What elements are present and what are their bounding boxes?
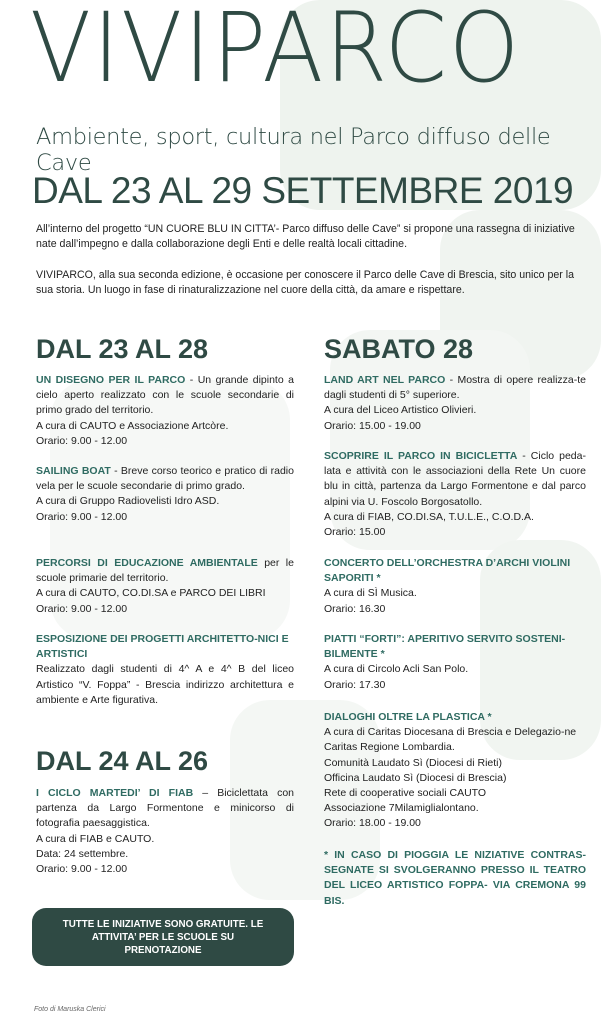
event-title: SCOPRIRE IL PARCO IN BICICLETTA — [324, 450, 518, 462]
intro-paragraph: All’interno del progetto “UN CUORE BLU IN CITTA’- Parco diffuso delle Cave” si propone una rassegna di iniziative nate dall’impegno e dalla collaborazione degli Enti e delle realtà locali cittadine. — [36, 223, 575, 250]
event-title: DIALOGHI OLTRE LA PLASTICA * — [324, 711, 492, 723]
rain-note: * IN CASO DI PIOGGIA LE NIZIATIVE CONTRAS-SEGNATE SI SVOLGERANNO PRESSO IL TEATRO DEL LICEO ARTISTICO FOPPA- VIA CREMONA 99 BIS. — [324, 849, 586, 907]
event-organizer: A cura di Circolo Acli San Polo. — [324, 663, 469, 676]
event-block — [324, 373, 586, 434]
event-organizer: Associazione 7Milamiglialontano. — [324, 802, 479, 815]
event-organizer: Comunità Laudato Sì (Diocesi di Rieti) — [324, 756, 502, 769]
event-time: Orario: 18.00 - 19.00 — [324, 817, 421, 830]
info-box — [32, 908, 294, 966]
event-organizer: A cura di FIAB e CAUTO. — [36, 832, 155, 845]
event-organizer: Rete di cooperative sociali CAUTO — [324, 787, 487, 800]
event-block — [324, 556, 586, 617]
section-heading: SABATO 28 — [324, 334, 474, 364]
event-description: - Mostra di opere realizza-te dagli studenti di 5° superiore. — [324, 374, 586, 402]
event-description: per le scuole primarie del territorio. — [36, 557, 294, 585]
section-heading: DAL 23 AL 28 — [36, 334, 209, 364]
event-block — [324, 632, 586, 693]
event-block — [324, 710, 586, 832]
event-time: Orario: 15.00 - 19.00 — [324, 419, 421, 432]
event-time: Orario: 16.30 — [324, 602, 386, 615]
event-description: - Breve corso teorico e pratico di radio vela per le scuole secondarie di primo grado. — [36, 465, 294, 493]
event-time: Orario: 9.00 - 12.00 — [36, 863, 128, 876]
event-description: – Biciclettata con partenza da Largo Formentone e minicorso di fotografia paesaggistica. — [36, 787, 294, 830]
info-box-text: TUTTE LE INIZIATIVE SONO GRATUITE. LE ATTIVITA’ PER LE SCUOLE SU PRENOTAZIONE — [62, 918, 264, 956]
event-block — [36, 632, 294, 708]
event-time: Orario: 9.00 - 12.00 — [36, 434, 128, 447]
event-block — [324, 449, 586, 540]
event-organizer: A cura di FIAB, CO.DI.SA, T.U.L.E., C.O.D.A. — [324, 510, 534, 523]
event-title: ESPOSIZIONE DEI PROGETTI ARCHITETTO-NICI E ARTISTICI — [36, 633, 289, 661]
event-dates: DAL 23 AL 29 SETTEMBRE 2019 — [32, 170, 574, 211]
event-title: I CICLO MARTEDI’ DI FIAB — [36, 787, 194, 799]
event-description: - Un grande dipinto a cielo aperto realizzato con le scuole secondarie di primo grado del territorio. — [36, 374, 294, 417]
event-title: SAILING BOAT — [36, 465, 111, 477]
event-organizer: A cura di Gruppo Radiovelisti Idro ASD. — [36, 495, 220, 508]
event-organizer: A cura di CAUTO, CO.DI.SA e PARCO DEI LIBRI — [36, 587, 266, 600]
section-heading: DAL 24 AL 26 — [36, 746, 209, 776]
page-title: VIVIPARCO — [30, 0, 521, 104]
event-time: Orario: 17.30 — [324, 678, 386, 691]
event-time: Orario: 9.00 - 12.00 — [36, 510, 128, 523]
event-organizer: A cura di SÌ Musica. — [324, 587, 417, 600]
event-time: Orario: 9.00 - 12.00 — [36, 602, 128, 615]
event-description: Realizzato dagli studenti di 4^ A e 4^ B del liceo Artistico “V. Foppa” - Brescia indirizzo architettura e ambiente e Arte figurativa. — [36, 663, 294, 706]
event-block — [36, 786, 294, 877]
event-description: - Ciclo peda-lata e attività con le associazioni della Rete Un cuore blu in città, partenza da Largo Formentone e dal parco alpini via U. Foscolo Borgosatollo. — [324, 450, 586, 508]
event-organizer: A cura di Caritas Diocesana di Brescia e Delegazio-ne Caritas Regione Lombardia. — [324, 726, 577, 754]
event-title: LAND ART NEL PARCO — [324, 374, 446, 386]
event-title: UN DISEGNO PER IL PARCO — [36, 374, 186, 386]
event-organizer: A cura del Liceo Artistico Olivieri. — [324, 404, 477, 417]
event-title: CONCERTO DELL’ORCHESTRA D’ARCHI VIOLINI SAPORITI * — [324, 557, 571, 585]
event-block — [36, 556, 294, 617]
event-time: Orario: 15.00 — [324, 526, 386, 539]
event-title: PIATTI “FORTI”: APERITIVO SERVITO SOSTENI-BILMENTE * — [324, 633, 566, 661]
page-subtitle: Ambiente, sport, cultura nel Parco diffuso delle Cave — [36, 124, 551, 176]
event-block — [36, 373, 294, 449]
event-title: PERCORSI DI EDUCAZIONE AMBIENTALE — [36, 557, 258, 569]
event-date: Data: 24 settembre. — [36, 847, 129, 860]
event-block — [36, 464, 294, 525]
event-organizer: Officina Laudato Sì (Diocesi di Brescia) — [324, 771, 507, 784]
intro-paragraph: VIVIPARCO, alla sua seconda edizione, è occasione per conoscere il Parco delle Cave di Brescia, sito unico per la sua storia. Un luogo in fase di rinaturalizzazione nel cuore della città, da amare e rispettare. — [36, 269, 575, 296]
event-organizer: A cura di CAUTO e Associazione Artcòre. — [36, 419, 229, 432]
photo-credit: Foto di Maruska Clerici — [34, 1006, 106, 1013]
